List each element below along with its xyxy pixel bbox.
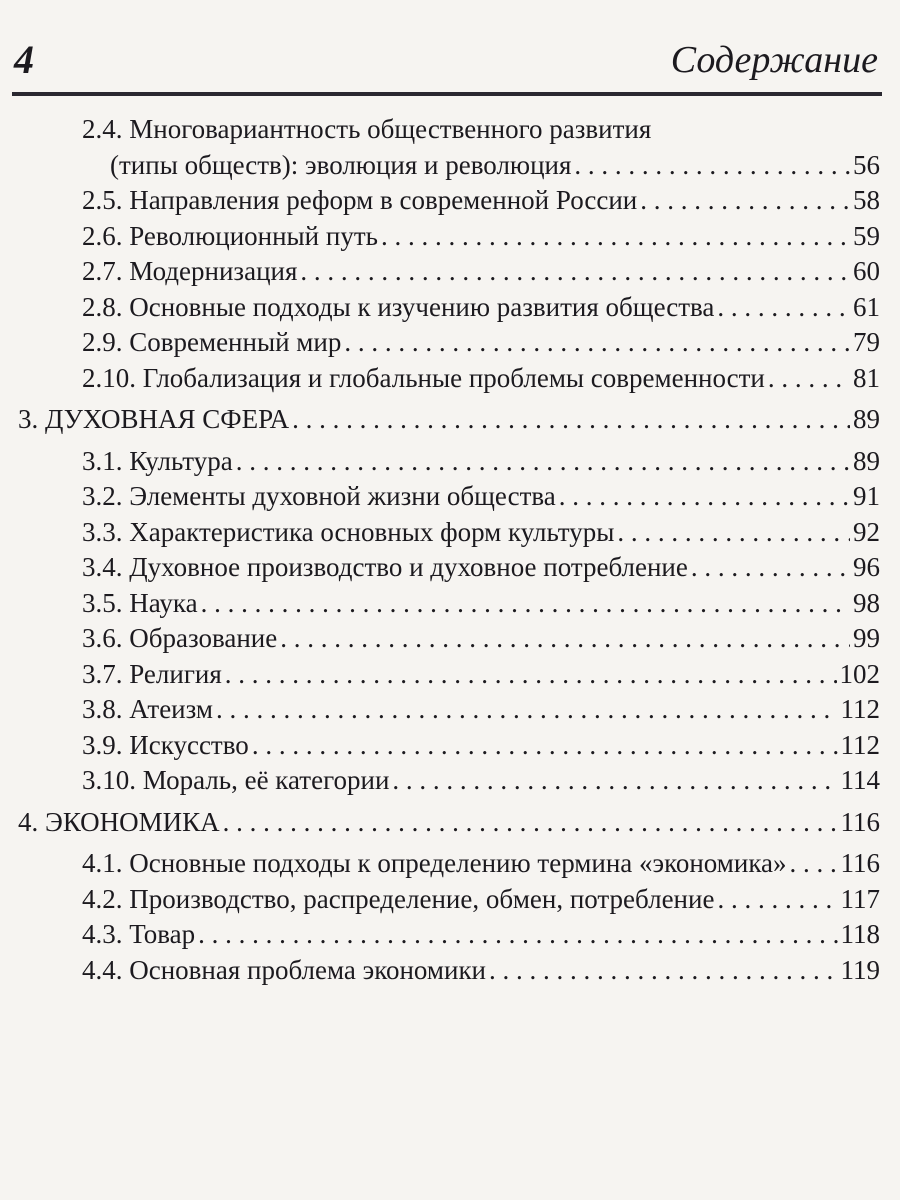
dot-leader (489, 953, 837, 989)
toc-entry (0, 254, 900, 290)
toc-entry-title: 2.9. Современный мир (82, 327, 342, 357)
toc-entry-title: 3.8. Атеизм (82, 694, 214, 724)
dot-leader (216, 692, 837, 728)
dot-leader (292, 402, 850, 438)
page-number: 4 (14, 37, 34, 82)
toc-entry-page: 96 (853, 552, 880, 582)
dot-leader (280, 621, 850, 657)
toc-entry-title: 4.2. Производство, распределение, обмен, потребление (82, 883, 715, 914)
dot-leader (574, 148, 850, 184)
toc-entry (0, 953, 900, 989)
toc-entry-page: 116 (840, 806, 880, 837)
toc-entry-page: 112 (840, 729, 880, 760)
toc-entry-page: 119 (840, 954, 880, 985)
toc-entry-title: 2.7. Модернизация (82, 256, 298, 286)
toc-section (0, 805, 900, 841)
toc-entry (0, 361, 900, 397)
dot-leader (225, 657, 837, 693)
toc-entry-page: 116 (840, 848, 880, 878)
toc-entry (0, 290, 900, 326)
dot-leader (392, 763, 837, 799)
table-of-contents (0, 112, 900, 988)
toc-entry-title: 2.4. Многовариантность общественного развития (82, 114, 652, 144)
toc-entry (0, 586, 900, 622)
toc-entry-title: 3.2. Элементы духовной жизни общества (82, 481, 556, 511)
toc-entry-title: 3.7. Религия (82, 658, 222, 689)
toc-entry (0, 112, 900, 148)
toc-entry-page: 102 (839, 658, 880, 689)
toc-entry-page: 79 (853, 327, 880, 357)
dot-leader (640, 183, 850, 219)
toc-entry (0, 550, 900, 586)
toc-entry (0, 882, 900, 918)
toc-entry-title: 4. ЭКОНОМИКА (18, 806, 220, 837)
toc-entry (0, 917, 900, 953)
toc-entry-page: 118 (840, 919, 880, 949)
toc-entry-title: 4.1. Основные подходы к определению термина «экономика» (82, 848, 787, 878)
dot-leader (201, 586, 850, 622)
toc-entry-title: 3.10. Мораль, её категории (82, 765, 390, 795)
toc-entry-title: 2.6. Революционный путь (82, 220, 378, 251)
toc-entry (0, 479, 900, 515)
dot-leader (223, 805, 838, 841)
toc-entry-title: 4.3. Товар (82, 919, 196, 949)
toc-entry-title: 3.9. Искусство (82, 729, 249, 760)
dot-leader (691, 550, 850, 586)
toc-entry-page: 61 (853, 291, 880, 322)
dot-leader (559, 479, 850, 515)
toc-entry (0, 325, 900, 361)
toc-entry-continuation (0, 148, 900, 184)
dot-leader (717, 882, 837, 918)
toc-entry-page: 99 (853, 623, 880, 653)
toc-entry-page: 98 (853, 587, 880, 618)
toc-entry-page: 114 (840, 765, 880, 795)
toc-entry-page: 92 (853, 516, 880, 547)
toc-entry-page: 59 (853, 220, 880, 251)
toc-entry-title: 3.3. Характеристика основных форм культуры (82, 516, 615, 547)
toc-entry-title: 3. ДУХОВНАЯ СФЕРА (18, 404, 290, 434)
dot-leader (790, 846, 838, 882)
toc-entry (0, 728, 900, 764)
dot-leader (300, 254, 850, 290)
dot-leader (768, 361, 850, 397)
dot-leader (252, 728, 838, 764)
toc-entry-page: 58 (853, 185, 880, 215)
toc-entry-page: 117 (840, 883, 880, 914)
toc-entry-title: 2.8. Основные подходы к изучению развития общества (82, 291, 715, 322)
toc-entry (0, 657, 900, 693)
toc-entry-title: 3.1. Культура (82, 445, 233, 476)
toc-entry (0, 444, 900, 480)
toc-entry-page: 81 (853, 362, 880, 393)
toc-entry-title-continued: (типы обществ): эволюция и революция (110, 149, 572, 180)
toc-entry (0, 692, 900, 728)
toc-entry-page: 60 (853, 256, 880, 286)
toc-entry-title: 2.5. Направления реформ в современной России (82, 185, 638, 215)
toc-entry-page: 89 (853, 445, 880, 476)
header-rule (12, 92, 882, 96)
toc-entry-title: 4.4. Основная проблема экономики (82, 954, 487, 985)
toc-entry (0, 515, 900, 551)
dot-leader (198, 917, 837, 953)
toc-entry-page: 89 (853, 404, 880, 434)
toc-section (0, 402, 900, 438)
dot-leader (344, 325, 850, 361)
toc-entry-title: 2.10. Глобализация и глобальные проблемы современности (82, 362, 765, 393)
toc-entry-page: 112 (840, 694, 880, 724)
dot-leader (617, 515, 850, 551)
toc-entry (0, 763, 900, 799)
toc-entry-title: 3.4. Духовное производство и духовное потребление (82, 552, 688, 582)
toc-entry-page: 56 (853, 149, 880, 180)
toc-entry-title: 3.5. Наука (82, 587, 198, 618)
toc-entry (0, 621, 900, 657)
toc-entry-title: 3.6. Образование (82, 623, 278, 653)
toc-entry-page: 91 (853, 481, 880, 511)
dot-leader (717, 290, 850, 326)
dot-leader (381, 219, 850, 255)
toc-entry (0, 846, 900, 882)
toc-entry (0, 183, 900, 219)
running-title: Содержание (670, 39, 878, 81)
dot-leader (236, 444, 850, 480)
toc-entry (0, 219, 900, 255)
